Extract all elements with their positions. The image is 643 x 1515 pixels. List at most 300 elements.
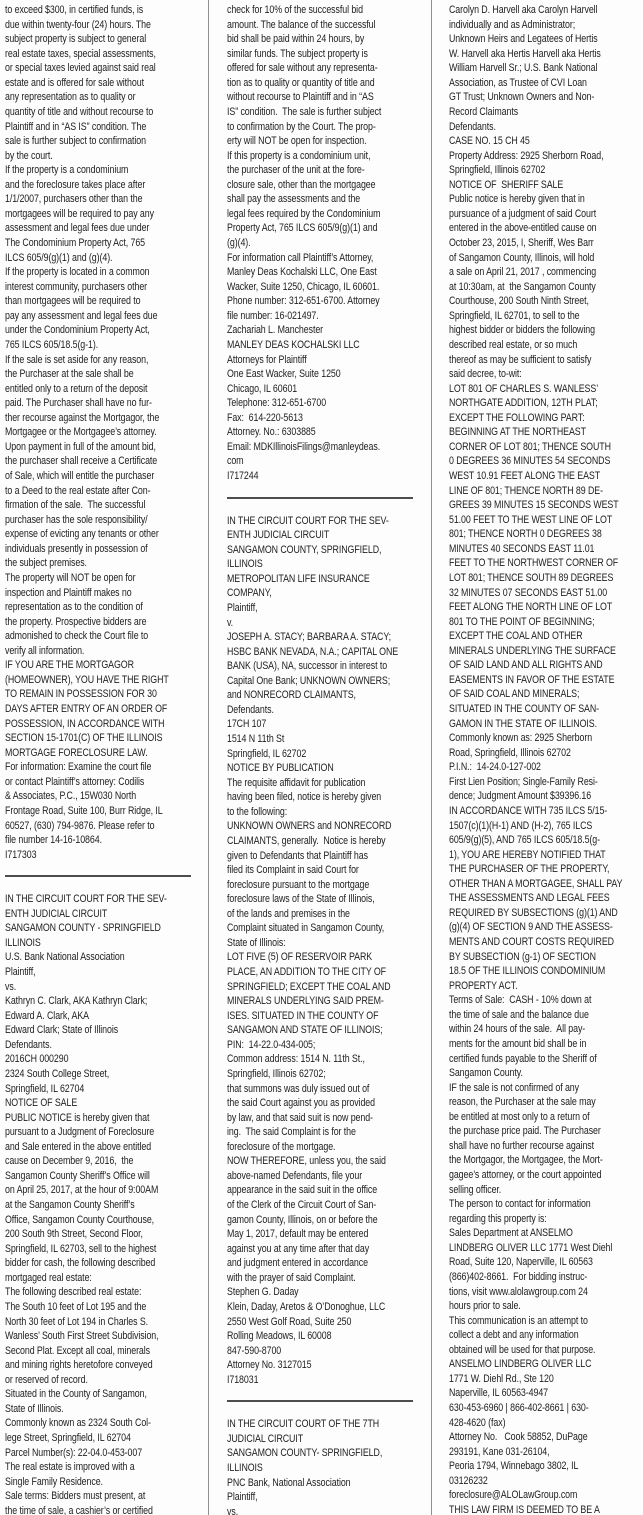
notice-line: Wanless’ South First Street Subdivision, (5, 1330, 159, 1343)
notice-line: foreclosure of the mortgage. (227, 1140, 336, 1153)
notice-line: given to Defendants that Plaintiff has (227, 849, 368, 862)
notice-line: Courthouse, 200 South Ninth Street, (449, 295, 589, 308)
notice-line: W. Harvell aka Hertis Harvell aka Hertis (449, 47, 601, 60)
notice-line: MENTS AND COURT COSTS REQUIRED (449, 936, 614, 948)
notice-line: UNKNOWN OWNERS and NONRECORD (227, 820, 392, 833)
notice-line: Attorney. No.: 6303885 (227, 426, 316, 439)
notice-line: Sangamon County. (449, 1067, 523, 1080)
notice-line: verify all information. (5, 644, 85, 657)
notice-line: vs. (227, 1505, 239, 1515)
notice-line: DAYS AFTER ENTRY OF AN ORDER OF (5, 703, 168, 715)
notice-line: EASEMENTS IN FAVOR OF THE ESTATE (449, 673, 615, 686)
notice-line: IN THE CIRCUIT COURT FOR THE SEV- (227, 514, 389, 527)
notice-line: file number: 16-021497. (227, 309, 319, 322)
notice-line: 18.5 OF THE ILLINOIS CONDOMINIUM (449, 965, 606, 978)
notice-line: above-named Defendants, file your (227, 1169, 363, 1182)
notice-line: 51.00 FEET TO THE WEST LINE OF LOT (449, 513, 613, 526)
notice-line: Parcel Number(s): 22-04.0-453-007 (5, 1446, 143, 1459)
notice-line: regarding this property is: (449, 1212, 547, 1225)
notice-line: Klein, Daday, Aretos & O’Donoghue, LLC (227, 1300, 386, 1313)
notice-line: the time of sale and the balance due (449, 1008, 589, 1021)
notice-line: bid shall be paid within 24 hours, by (227, 33, 365, 46)
notice-line: 847-590-8700 (227, 1344, 282, 1357)
notice-line: Unknown Heirs and Legatees of Hertis (449, 33, 598, 46)
notice-line: PUBLIC NOTICE is hereby given that (5, 1111, 150, 1124)
notice-line: Springfield, Illinois 62702; (227, 1067, 326, 1080)
notice-line: any representation as to quality or (5, 91, 136, 104)
notice-line: 630-453-6960 | 866-402-8661 | 630- (449, 1402, 589, 1414)
notice-line: the purchaser shall receive a Certificate (5, 455, 158, 468)
notice-line: highest bidder or bidders the following (449, 324, 595, 337)
notice-line: If this property is a condominium unit, (227, 149, 371, 162)
notice-line: POSSESSION, IN ACCORDANCE WITH (5, 717, 165, 730)
notice-line: WEST 10.91 FEET ALONG THE EAST (449, 470, 601, 482)
notice-line: IF YOU ARE THE MORTGAGOR (5, 659, 134, 672)
notice-line: 428-4620 (fax) (449, 1416, 506, 1429)
notice-line: Wacker, Suite 1250, Chicago, IL 60601. (227, 280, 380, 293)
notice-line: Sale terms: Bidders must present, at (5, 1490, 146, 1503)
notice-line: Phone number: 312-651-6700. Attorney (227, 295, 380, 308)
notice-line: I718031 (227, 1373, 259, 1386)
notice-line: Attorney No. 3127015 (227, 1359, 312, 1372)
notice-continuation-codilis-foreclosure (5, 3, 208, 862)
notice-line: GREES 39 MINUTES 15 SECONDS WEST (449, 499, 619, 512)
notice-line: Springfield, IL 62702 (227, 747, 307, 760)
notice-line: and judgment entered in accordance (227, 1257, 368, 1270)
notice-line: FEET TO THE NORTHWEST CORNER OF (449, 557, 619, 570)
notice-line: Carolyn D. Harvell aka Carolyn Harvell (449, 4, 598, 16)
notice-line: Commonly known as 2324 South Col- (5, 1417, 151, 1430)
notice-line: Complaint situated in Sangamon County, (227, 922, 385, 935)
notice-line: PIN: 14-22.0-434-005; (227, 1038, 316, 1051)
notice-line: NOTICE OF SALE (5, 1097, 78, 1110)
notice-line: by the court. (5, 149, 53, 162)
notice-line: the property. Prospective bidders are (5, 615, 147, 628)
notice-line: the purchaser of the unit at the fore- (227, 164, 365, 177)
notice-line: Plaintiff, (227, 601, 258, 614)
notice-line: Property Address: 2925 Sherborn Road, (449, 149, 604, 162)
notice-line: One East Wacker, Suite 1250 (227, 368, 341, 381)
notice-line: the purchase price paid. The Purchaser (449, 1125, 601, 1138)
notice-line: foreclosure laws of the State of Illinois, (227, 893, 375, 906)
notice-line: mortgagees will be required to pay any (5, 207, 154, 220)
notice-line: real estate taxes, special assessments, (5, 47, 156, 60)
notice-line: individuals presently in possession of (5, 542, 148, 555)
notice-line: Plaintiff, (5, 966, 36, 978)
notice-line: 0 DEGREES 36 MINUTES 54 SECONDS (449, 455, 611, 468)
notice-line: Springfield, IL 62703, sell to the highest (5, 1242, 157, 1255)
notice-line: SANGAMON AND STATE OF ILLINOIS; (227, 1024, 383, 1037)
notice-line: gamon County, Illinois, on or before the (227, 1213, 378, 1226)
notice-line: hours prior to sale. (449, 1300, 521, 1313)
notice-line: 1/1/2007, purchasers other than the (5, 193, 143, 206)
notice-line: If the property is located in a common (5, 266, 150, 279)
notice-line: NORTHGATE ADDITION, 12TH PLAT; (449, 397, 598, 410)
notice-line: U.S. Bank National Association (5, 951, 125, 964)
notice-line: mortgaged real estate: (5, 1271, 92, 1284)
notice-line: Commonly known as: 2925 Sherborn (449, 732, 593, 745)
notice-line: filed its Complaint in said Court for (227, 864, 359, 877)
notice-line: Second Plat. Except all coal, minerals (5, 1344, 151, 1357)
notice-line: If the sale is set aside for any reason, (5, 353, 149, 366)
notice-line: assessment and legal fees due under (5, 222, 150, 235)
notice-line: ISES. SITUATED IN THE COUNTY OF (227, 1009, 379, 1022)
notice-line: THIS LAW FIRM IS DEEMED TO BE A (449, 1503, 600, 1515)
notice-line: and Sale entered in the above entitled (5, 1140, 152, 1153)
notice-line: tion as to quality or quantity of title and (227, 76, 375, 89)
notice-line: 200 South 9th Street, Second Floor, (5, 1228, 143, 1241)
notice-line: The South 10 feet of Lot 195 and the (5, 1300, 147, 1313)
notice-line: 1514 N 11th St (227, 733, 285, 745)
notice-line: purchaser has the sole responsibility/ (5, 513, 148, 526)
notice-line: IN THE CIRCUIT COURT FOR THE SEV- (5, 893, 167, 906)
notice-line: Plaintiff and in “AS IS” condition. The (5, 120, 147, 133)
notice-line: Chicago, IL 60601 (227, 382, 298, 395)
notice-line: 03126232 (449, 1474, 488, 1487)
notice-line: certified funds payable to the Sheriff of (449, 1052, 597, 1065)
notice-line: THE PURCHASER OF THE PROPERTY, (449, 863, 610, 876)
notice-line: Attorney No. Cook 58852, DuPage (449, 1431, 588, 1444)
notice-line: lege Street, Springfield, IL 62704 (5, 1432, 131, 1444)
notice-line: pursuance of a judgment of said Court (449, 207, 597, 220)
notice-line: Fax: 614-220-5613 (227, 411, 303, 424)
notice-line: pursuant to a Judgment of Foreclosure (5, 1126, 155, 1139)
notice-line: 2016CH 000290 (5, 1053, 69, 1066)
notice-line: EXCEPT THE COAL AND OTHER (449, 630, 583, 643)
notice-line: 765 ILCS 605/18.5(g-1). (5, 338, 99, 351)
notice-line: similar funds. The subject property is (227, 47, 368, 60)
notice-line: and mining rights heretofore conveyed (5, 1359, 153, 1372)
notice-line: or reserved of record. (5, 1373, 88, 1386)
notice-line: Record Claimants (449, 105, 519, 118)
notice-line: than mortgagees will be required to (5, 295, 141, 308)
notice-line: PNC Bank, National Association (227, 1476, 351, 1489)
notice-harvell-sheriff-sale (449, 3, 642, 1515)
notice-line: to a Deed to the real estate after Con- (5, 484, 151, 497)
notice-line: Frontage Road, Suite 100, Burr Ridge, IL (5, 804, 163, 817)
notice-line: LINDBERG OLIVER LLC 1771 West Diehl (449, 1241, 613, 1254)
notice-line: individually and as Administrator; (449, 18, 576, 31)
notice-line: NOTICE OF SHERIFF SALE (449, 178, 564, 191)
notice-line: (866)402-8661. For bidding instruc- (449, 1270, 588, 1283)
notice-line: Defendants. (449, 120, 496, 133)
notice-line: MANLEY DEAS KOCHALSKI LLC (227, 338, 360, 351)
notice-line: representation as to the condition of (5, 601, 143, 614)
notice-line: ENTH JUDICIAL CIRCUIT (227, 529, 330, 542)
notice-line: First Lien Position; Single-Family Resi- (449, 775, 598, 788)
notice-line: 17CH 107 (227, 718, 267, 731)
notice-line: sale is further subject to confirmation (5, 135, 146, 148)
notice-line: shall pay the assessments and the (227, 193, 361, 206)
notice-line: ther recourse against the Mortgagor, the (5, 411, 160, 424)
notice-line: legal fees required by the Condominium (227, 207, 381, 220)
notice-line: The following described real estate: (5, 1286, 142, 1299)
notice-line: 1507(c)(1)(H-1) AND (H-2), 765 ILCS (449, 819, 593, 832)
notice-line: SECTION 15-1701(C) OF THE ILLINOIS (5, 732, 163, 745)
notice-line: Association, as Trustee of CVI Loan (449, 76, 587, 89)
notice-line: PROPERTY ACT. (449, 979, 518, 992)
notice-line: Common address: 1514 N. 11th St., (227, 1053, 365, 1066)
notice-line: having been filed, notice is hereby given (227, 791, 382, 804)
notice-line: and NONRECORD CLAIMANTS, (227, 689, 356, 702)
notice-line: within 24 hours of the sale. All pay- (449, 1023, 586, 1036)
notice-line: LINE OF 801; THENCE NORTH 89 DE- (449, 484, 603, 497)
notice-line: JUDICIAL CIRCUIT (227, 1432, 304, 1445)
notice-line: estate and is offered for sale without (5, 76, 144, 89)
legal-notices-column-2 (209, 0, 432, 1515)
notice-line: with the prayer of said Complaint. (227, 1271, 356, 1284)
notice-line: ing. The said Complaint is for the (227, 1126, 356, 1139)
notice-line: the said Court against you as provided (227, 1097, 375, 1110)
notice-line: inspection and Plaintiff makes no (5, 586, 132, 599)
notice-line: of the lands and premises in the (227, 907, 350, 920)
notice-line: THE ASSESSMENTS AND LEGAL FEES (449, 892, 610, 905)
notice-line: GT Trust; Unknown Owners and Non- (449, 91, 595, 104)
notice-line: of Sangamon County, Illinois, will hold (449, 251, 595, 264)
notice-line: collect a debt and any information (449, 1329, 579, 1342)
notice-line: to exceed $300, in certified funds, is (5, 4, 144, 16)
notice-line: foreclosure@ALOLawGroup.com (449, 1489, 578, 1502)
notice-line: The person to contact for information (449, 1198, 591, 1211)
notice-line: due within twenty-four (24) hours. The (5, 18, 151, 31)
notice-line: admonished to check the Court file to (5, 630, 149, 643)
notice-line: Naperville, IL 60563-4947 (449, 1387, 549, 1400)
notice-divider (5, 875, 191, 877)
notice-line: OTHER THAN A MORTGAGEE, SHALL PAY (449, 877, 623, 890)
notice-line: Defendants. (227, 703, 274, 716)
notice-line: Single Family Residence. (5, 1475, 103, 1488)
notice-line: the time of sale, a cashier’s or certified (5, 1504, 153, 1515)
notice-line: COMPANY, (227, 587, 272, 600)
notice-line: 1771 W. Diehl Rd., Ste 120 (449, 1372, 554, 1385)
notice-line: closure sale, other than the mortgagee (227, 178, 376, 191)
notice-line: on April 25, 2017, at the hour of 9:00AM (5, 1184, 159, 1197)
notice-line: May 1, 2017, default may be entered (227, 1228, 369, 1241)
notice-line: P.I.N.: 14-24.0-127-002 (449, 761, 541, 774)
notice-line: IN ACCORDANCE WITH 735 ILCS 5/15- (449, 804, 608, 817)
notice-line: SANGAMON COUNTY, SPRINGFIELD, (227, 543, 382, 556)
notice-line: cause on December 9, 2016, the (5, 1155, 134, 1168)
notice-line: at the Sangamon County Sheriff’s (5, 1199, 135, 1211)
notice-line: a sale on April 21, 2017 , commencing (449, 266, 597, 279)
notice-line: 801; THENCE NORTH 0 DEGREES 38 (449, 528, 602, 541)
notice-line: of Sale, which will entitle the purchaser (5, 470, 155, 482)
notice-line: Sangamon County Sheriff’s Office will (5, 1169, 150, 1182)
notice-line: METROPOLITAN LIFE INSURANCE (227, 572, 370, 585)
notice-line: Defendants. (5, 1038, 52, 1051)
notice-line: by law, and that said suit is now pend- (227, 1111, 373, 1124)
notice-line: and the foreclosure takes place after (5, 178, 146, 191)
notice-line: obtained will be used for that purpose. (449, 1343, 596, 1356)
notice-line: the subject premises. (5, 557, 87, 570)
notice-line: be entitled at most only to a return of (449, 1110, 590, 1123)
notice-line: entitled only to a return of the deposit (5, 382, 148, 395)
notice-line: The property will NOT be open for (5, 571, 136, 584)
notice-line: Springfield, Illinois 62702 (449, 164, 546, 177)
notice-line: MORTGAGE FORECLOSURE LAW. (5, 746, 148, 759)
notice-line: 2550 West Golf Road, Suite 250 (227, 1315, 352, 1328)
notice-line: ENTH JUDICIAL CIRCUIT (5, 907, 108, 920)
notice-line: The real estate is improved with a (5, 1461, 135, 1474)
notice-line: For information call Plaintiff’s Attorney, (227, 251, 374, 264)
notice-line: REQUIRED BY SUBSECTIONS (g)(1) AND (449, 906, 618, 919)
notice-line: appearance in the said suit in the office (227, 1184, 378, 1197)
notice-line: thereof as may be sufficient to satisfy (449, 353, 592, 366)
notice-line: October 23, 2015, I, Sheriff, Wes Barr (449, 237, 594, 249)
notice-line: to confirmation by the Court. The prop- (227, 120, 376, 133)
notice-line: v. (227, 616, 234, 629)
notice-line: MINERALS UNDERLYING SAID PREM- (227, 995, 384, 1008)
notice-line: vs. (5, 980, 17, 993)
notice-line: OF SAID LAND AND ALL RIGHTS AND (449, 659, 603, 672)
notice-line: This communication is an attempt to (449, 1314, 588, 1327)
notice-line: 801 TO THE POINT OF BEGINNING; (449, 615, 595, 628)
notice-line: at 10:30am, at the Sangamon County (449, 280, 596, 293)
notice-line: BEGINNING AT THE NORTHEAST (449, 426, 586, 439)
notice-line: ILLINOIS (227, 1462, 263, 1474)
notice-line: Stephen G. Daday (227, 1286, 299, 1299)
notice-line: foreclosure pursuant to the mortgage (227, 878, 370, 891)
notice-line: For information: Examine the court file (5, 761, 152, 774)
notice-line: 1), YOU ARE HEREBY NOTIFIED THAT (449, 848, 606, 861)
notice-line: ments for the amount bid shall be in (449, 1037, 587, 1050)
notice-line: ILLINOIS (5, 936, 41, 949)
notice-line: HSBC BANK NEVADA, N.A.; CAPITAL ONE (227, 645, 399, 658)
notice-line: Email: MDKIllinoisFilings@manleydeas. (227, 440, 381, 453)
notice-line: SANGAMON COUNTY - SPRINGFIELD (5, 922, 161, 935)
notice-line: 605/9(g)(5), AND 765 ILCS 605/18.5(g- (449, 834, 601, 847)
notice-line: & Associates, P.C., 15W030 North (5, 790, 137, 803)
notice-line: LOT 801 OF CHARLES S. WANLESS’ (449, 382, 599, 395)
notice-line: tions, visit www.alolawgroup.com 24 (449, 1285, 588, 1298)
notice-line: against you at any time after that day (227, 1242, 370, 1255)
notice-line: CORNER OF LOT 801; THENCE SOUTH (449, 440, 611, 453)
notice-line: Springfield, IL 62704 (5, 1082, 85, 1095)
notice-line: Peoria 1794, Winnebago 3802, IL (449, 1460, 579, 1473)
notice-line: NOTICE BY PUBLICATION (227, 762, 334, 775)
notice-line: Public notice is hereby given that in (449, 193, 585, 206)
notice-line: The Condominium Property Act, 765 (5, 237, 146, 249)
notice-line: under the Condominium Property Act, (5, 324, 150, 337)
notice-line: IS” condition. The sale is further subject (227, 105, 382, 118)
notice-line: offered for sale without any representa- (227, 62, 378, 75)
notice-line: Office, Sangamon County Courthouse, (5, 1213, 155, 1226)
notice-line: Rolling Meadows, IL 60008 (227, 1330, 332, 1343)
notice-line: (g)(4). (227, 237, 251, 249)
notice-line: ILCS 605/9(g)(1) and (g)(4). (5, 251, 113, 264)
notice-line: amount. The balance of the successful (227, 18, 376, 31)
notice-line: TO REMAIN IN POSSESSION FOR 30 (5, 688, 157, 701)
notice-line: dence; Judgment Amount $39396.16 (449, 790, 592, 803)
notice-line: ANSELMO LINDBERG OLIVER LLC (449, 1358, 592, 1371)
legal-notices-column-1 (0, 0, 209, 1515)
notice-line: Kathryn C. Clark, AKA Kathryn Clark; (5, 995, 148, 1008)
notice-line: erty will NOT be open for inspection. (227, 135, 367, 148)
notice-line: file number 14-16-10864. (5, 834, 102, 847)
notice-line: firmation of the sale. The successful (5, 499, 146, 512)
notice-line: Mortgagee or the Mortgagee’s attorney. (5, 426, 157, 439)
notice-line: Zachariah L. Manchester (227, 324, 324, 337)
notice-line: Plaintiff, (227, 1491, 258, 1504)
notice-line: GAMON IN THE STATE OF ILLINOIS. (449, 717, 597, 730)
notice-line: ILLINOIS (227, 558, 263, 571)
notice-line: 293191, Kane 031-26104, (449, 1445, 550, 1458)
notice-line: OF SAID COAL AND MINERALS; (449, 688, 580, 701)
notice-line: Sales Department at ANSELMO (449, 1227, 573, 1240)
notice-line: BY SUBSECTION (g-1) OF SECTION (449, 950, 596, 963)
notice-line: bidder for cash, the following described (5, 1257, 156, 1270)
notice-line: gagee’s attorney, or the court appointed (449, 1169, 602, 1181)
notice-line: I717303 (5, 848, 37, 861)
notice-line: State of Illinois: (227, 936, 286, 949)
notice-line: Edward A. Clark, AKA (5, 1009, 89, 1022)
notice-line: described real estate, or so much (449, 338, 578, 351)
notice-line: IN THE CIRCUIT COURT OF THE 7TH (227, 1418, 380, 1431)
notice-us-bank-v-clark (5, 892, 208, 1515)
notice-line: Terms of Sale: CASH - 10% down at (449, 994, 592, 1007)
notice-line: Situated in the County of Sangamon, (5, 1388, 147, 1401)
notice-line: Upon payment in full of the amount bid, (5, 440, 156, 453)
legal-notices-column-3 (432, 0, 642, 1515)
notice-line: Property Act, 765 ILCS 605/9(g)(1) and (227, 222, 378, 235)
notice-line: If the property is a condominium (5, 164, 129, 177)
notice-line: of the Clerk of the Circuit Court of San- (227, 1199, 377, 1211)
notice-line: BANK (USA), NA, successor in interest to (227, 660, 388, 673)
notice-line: Attorneys for Plaintiff (227, 353, 307, 366)
notice-line: interest community, purchasers other (5, 280, 148, 293)
notice-line: to the following: (227, 805, 288, 818)
notice-line: PLACE, AN ADDITION TO THE CITY OF (227, 966, 386, 978)
notice-line: William Harvell Sr.; U.S. Bank National (449, 62, 598, 75)
notice-line: SPRINGFIELD; EXCEPT THE COAL AND (227, 980, 391, 993)
notice-line: without recourse to Plaintiff and in “AS (227, 91, 374, 104)
notice-line: (HOMEOWNER), YOU HAVE THE RIGHT (5, 673, 169, 686)
notice-line: Manley Deas Kochalski LLC, One East (227, 266, 377, 279)
notice-line: reason, the Purchaser at the sale may (449, 1096, 596, 1109)
notice-line: CLAIMANTS, generally. Notice is hereby (227, 834, 386, 847)
notice-line: Road, Suite 120, Naperville, IL 60563 (449, 1256, 593, 1269)
notice-line: quantity of title and without recourse to (5, 105, 154, 118)
notice-line: or contact Plaintiff’s attorney: Codilis (5, 775, 145, 788)
notice-line: pay any assessment and legal fees due (5, 309, 158, 322)
notice-line: Capital One Bank; UNKNOWN OWNERS; (227, 674, 391, 687)
notice-line: SITUATED IN THE COUNTY OF SAN- (449, 703, 600, 715)
notice-line: Road, Springfield, Illinois 62702 (449, 746, 571, 759)
notice-divider (227, 1400, 413, 1402)
notice-line: JOSEPH A. STACY; BARBARA A. STACY; (227, 631, 391, 644)
notice-line: IF the sale is not confirmed of any (449, 1081, 580, 1094)
notice-line: 2324 South College Street, (5, 1067, 110, 1080)
notice-line: 60527, (630) 794-9876. Please refer to (5, 819, 155, 832)
notice-line: expense of evicting any tenants or other (5, 528, 159, 541)
notice-line: entered in the above-entitled cause on (449, 222, 597, 235)
notice-line: NOW THEREFORE, unless you, the said (227, 1155, 386, 1168)
notice-line: the Mortgagor, the Mortgagee, the Mort- (449, 1154, 603, 1167)
notice-line: FEET ALONG THE NORTH LINE OF LOT (449, 601, 613, 614)
notice-line: CASE NO. 15 CH 45 (449, 135, 530, 148)
notice-line: Springfield, IL 62701, to sell to the (449, 309, 580, 322)
notice-continuation-manley-deas (227, 3, 431, 484)
notice-line: selling officer. (449, 1183, 502, 1196)
notice-line: MINERALS UNDERLYING THE SURFACE (449, 644, 616, 657)
notice-line: that summons was duly issued out of (227, 1082, 370, 1095)
notice-line: LOT FIVE (5) OF RESERVOIR PARK (227, 951, 373, 964)
notice-line: MINUTES 40 SECONDS EAST 11.01 (449, 542, 595, 555)
notice-line: the Purchaser at the sale shall be (5, 368, 134, 381)
notice-line: subject property is subject to general (5, 33, 147, 46)
notice-line: com (227, 455, 244, 468)
notice-line: said decree, to-wit: (449, 368, 522, 381)
